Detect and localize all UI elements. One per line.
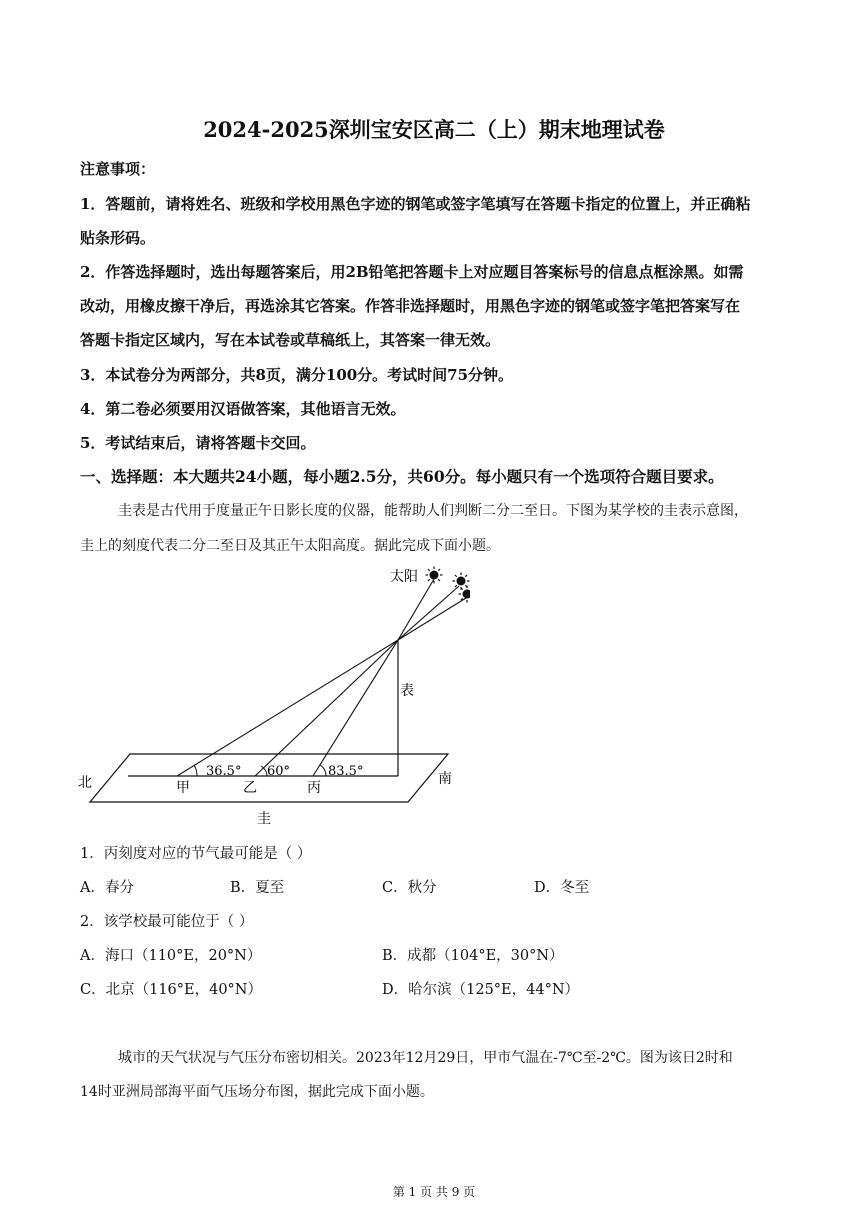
note-line: 5．考试结束后，请将答题卡交回。	[80, 434, 316, 452]
q2-option-c: C．北京（116°E，40°N）	[80, 982, 262, 998]
intro-paragraph-line: 14时亚洲局部海平面气压场分布图，据此完成下面小题。	[80, 1084, 434, 1100]
south-label: 南	[438, 771, 452, 787]
sun-ray	[398, 586, 459, 640]
note-line: 2．作答选择题时，选出每题答案后，用2B铅笔把答题卡上对应题目答案标号的信息点框涂黑。如需	[80, 263, 744, 281]
q1-option-c: C．秋分	[382, 880, 437, 896]
mark-jia-label: 甲	[176, 780, 190, 796]
intro-paragraph-line: 圭上的刻度代表二分二至日及其正午太阳高度。据此完成下面小题。	[80, 538, 500, 554]
mark-yi-label: 乙	[243, 780, 257, 796]
page-footer: 第 1 页 共 9 页	[392, 1185, 476, 1199]
q1-option-b: B．夏至	[230, 880, 285, 896]
q1-option-a: A．春分	[80, 880, 134, 896]
note-line: 1．答题前，请将姓名、班级和学校用黑色字迹的钢笔或签字笔填写在答题卡指定的位置上，并正确粘	[80, 195, 751, 213]
question-1-stem: 1．丙刻度对应的节气最可能是（ ）	[80, 846, 312, 862]
north-label: 北	[78, 775, 92, 791]
question-2-stem: 2．该学校最可能位于（ ）	[80, 914, 254, 930]
q1-option-d: D．冬至	[534, 880, 590, 896]
q2-option-b: B．成都（104°E，30°N）	[382, 948, 564, 964]
gnomon-diagram	[70, 560, 470, 835]
mark-bing-label: 丙	[307, 780, 321, 796]
shadow-line-jia	[177, 640, 398, 776]
sun-ray	[398, 598, 466, 640]
note-line: 贴条形码。	[80, 229, 156, 247]
intro-paragraph-line: 圭表是古代用于度量正午日影长度的仪器，能帮助人们判断二分二至日。下图为某学校的圭表示意图，	[118, 503, 748, 519]
gnomon-label: 表	[400, 683, 414, 699]
shadow-line-yi	[255, 640, 398, 776]
notes-heading: 注意事项：	[80, 160, 156, 178]
note-line: 改动，用橡皮擦干净后，再选涂其它答案。作答非选择题时，用黑色字迹的钢笔或签字笔把答案写在	[80, 297, 741, 315]
note-line: 答题卡指定区域内，写在本试卷或草稿纸上，其答案一律无效。	[80, 331, 501, 349]
angle-label: 83.5°	[328, 764, 364, 779]
page-title: 2024-2025深圳宝安区高二（上）期末地理试卷	[203, 117, 665, 142]
angle-label: 60°	[267, 764, 291, 779]
base-label: 圭	[257, 811, 271, 827]
sun-ray	[398, 579, 434, 640]
q2-option-a: A．海口（110°E，20°N）	[80, 948, 262, 964]
q2-option-d: D．哈尔滨（125°E，44°N）	[382, 982, 580, 998]
angle-arc	[194, 765, 197, 776]
sun-icon	[459, 586, 471, 603]
sun-label: 太阳	[390, 569, 418, 585]
note-line: 3．本试卷分为两部分，共8页，满分100分。考试时间75分钟。	[80, 366, 514, 384]
sun-icon	[426, 567, 443, 584]
section-heading: 一、选择题：本大题共24小题，每小题2.5分，共60分。每小题只有一个选项符合题目要求。	[80, 467, 724, 486]
note-line: 4．第二卷必须要用汉语做答案，其他语言无效。	[80, 400, 406, 418]
angle-label: 36.5°	[206, 764, 242, 779]
intro-paragraph-line: 城市的天气状况与气压分布密切相关。2023年12月29日，甲市气温在-7℃至-2℃。图为该日2时和	[118, 1050, 733, 1066]
angle-arc	[320, 765, 326, 776]
